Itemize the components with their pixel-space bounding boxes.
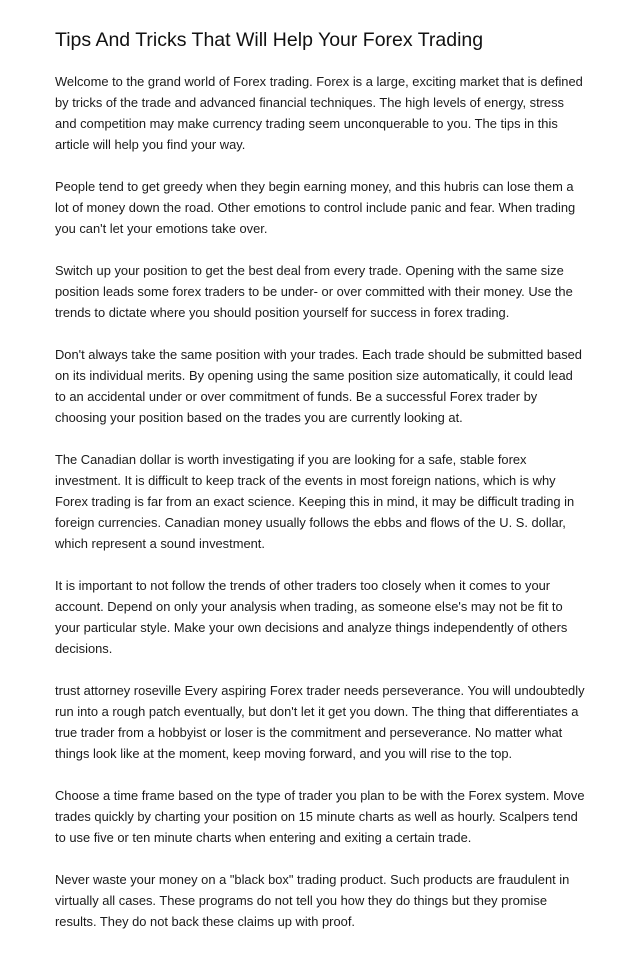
paragraph-canadian-dollar: The Canadian dollar is worth investigating if you are looking for a safe, stable forex investment. It is difficult to keep track of the events in most foreign nations, which is why Forex trading is far from an exact science. Keeping this in mind, it may be difficult trading in foreign currencies. Canadian money usually follows the ebbs and flows of the U. S. dollar, which represent a sound investment. [55, 452, 575, 551]
paragraph-greed: People tend to get greedy when they begin earning money, and this hubris can lose them a lot of money down the road. Other emotions to control include panic and fear. When trading you can't let your emotions take over. [55, 179, 576, 236]
paragraph-time-frame: Choose a time frame based on the type of trader you plan to be with the Forex system. Move trades quickly by charting your position on 15 minute charts as well as hourly. Scalpers tend to use five or ten minute charts when entering and exiting a certain trade. [55, 788, 585, 845]
document-page [55, 27, 587, 953]
paragraph-black-box: Never waste your money on a "black box" trading product. Such products are fraudulent in virtually all cases. These programs do not tell you how they do things but they promise results. They do not back these claims up with proof. [55, 872, 570, 929]
paragraph-perseverance: trust attorney roseville Every aspiring Forex trader needs perseverance. You will undoubtedly run into a rough patch eventually, but don't let it get you down. The thing that differentiates a true trader from a hobbyist or loser is the commitment and perseverance. No matter what things look like at the moment, keep moving forward, and you will rise to the top. [55, 683, 585, 761]
paragraph-same-position: Don't always take the same position with your trades. Each trade should be submitted based on its individual merits. By opening using the same position size automatically, it could lead to an accidental under or over commitment of funds. Be a successful Forex trader by choosing your position based on the trades you are currently looking at. [55, 347, 582, 425]
paragraph-intro: Welcome to the grand world of Forex trading. Forex is a large, exciting market that is defined by tricks of the trade and advanced financial techniques. The high levels of energy, stress and competition may make currency trading seem unconquerable to you. The tips in this article will help you find your way. [55, 74, 583, 152]
paragraph-switch-position: Switch up your position to get the best deal from every trade. Opening with the same size position leads some forex traders to be under- or over committed with their money. Use the trends to dictate where you should position yourself for success in forex trading. [55, 263, 573, 320]
paragraph-follow-trends: It is important to not follow the trends of other traders too closely when it comes to your account. Depend on only your analysis when trading, as someone else's may not be fit to your particular style. Make your own decisions and analyze things independently of others decisions. [55, 578, 568, 656]
document-title: Tips And Tricks That Will Help Your Forex Trading [55, 29, 484, 51]
